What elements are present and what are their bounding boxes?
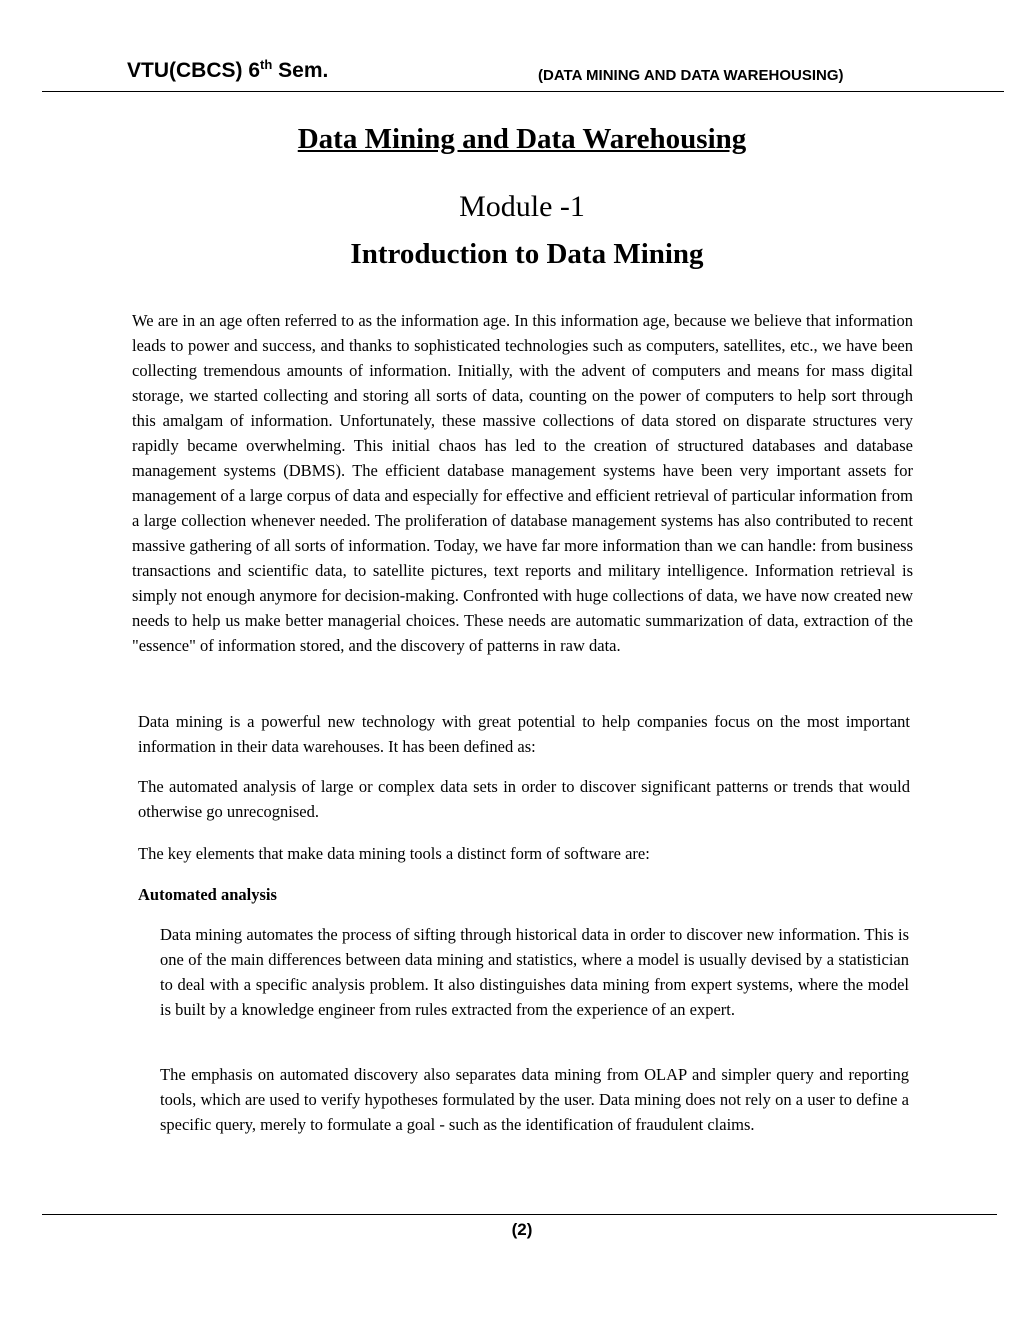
header-course-text: VTU(CBCS) 6 bbox=[127, 59, 261, 82]
paragraph-key-elements: The key elements that make data mining tools a distinct form of software are: bbox=[138, 844, 650, 863]
paragraph-emphasis: The emphasis on automated discovery also separates data mining from OLAP and simpler query and reporting tools, which are used to verify hypotheses formulated by the user. Data mining does not rely on a user to define a specific query, merely to formulate a goal - such as the identification of fraudulent claims. bbox=[160, 1065, 909, 1134]
header-divider bbox=[42, 91, 1004, 92]
paragraph-definition: The automated analysis of large or complex data sets in order to discover significant patterns or trends that would otherwise go unrecognised. bbox=[138, 777, 910, 821]
document-title: Data Mining and Data Warehousing bbox=[297, 123, 747, 155]
header-sem-text: Sem. bbox=[272, 59, 329, 82]
paragraph-automates-process: Data mining automates the process of sifting through historical data in order to discover new information. This is one of the main differences between data mining and statistics, where a model is usually devised by a statistician to deal with a specific analysis problem. It also distinguishes data mining from expert systems, where the model is built by a knowledge engineer from rules extracted from the experience of an expert. bbox=[160, 925, 909, 1019]
chapter-title: Introduction to Data Mining bbox=[350, 238, 704, 270]
paragraph-data-mining-intro: Data mining is a powerful new technology with great potential to help companies focus on the most important information in their data warehouses. It has been defined as: bbox=[138, 712, 910, 756]
header-subject: (DATA MINING AND DATA WAREHOUSING) bbox=[538, 67, 844, 84]
section-heading-automated-analysis: Automated analysis bbox=[138, 885, 277, 904]
header-course-superscript: th bbox=[260, 57, 273, 72]
paragraph-information-age: We are in an age often referred to as the information age. In this information age, because we believe that information leads to power and success, and thanks to sophisticated technologies such as computers, satellites, etc., we have been collecting tremendous amounts of information. Initially, with the advent of computers and means for mass digital storage, we started collecting and storing all sorts of data, counting on the power of computers to help sort through this amalgam of information. Unfortunately, these massive collections of data stored on disparate structures very rapidly became overwhelming. This initial chaos has led to the creation of structured databases and database management systems (DBMS). The efficient database management systems have been very important assets for management of a large corpus of data and especially for effective and efficient retrieval of particular information from a large collection whenever needed. The proliferation of database management systems has also contributed to recent massive gathering of all sorts of information. Today, we have far more information than we can handle: from business transactions and scientific data, to satellite pictures, text reports and military intelligence. Information retrieval is simply not enough anymore for decision-making. Confronted with huge collections of data, we have now created new needs to help us make better managerial choices. These needs are automatic summarization of data, extraction of the "essence" of information stored, and the discovery of patterns in raw data. bbox=[132, 311, 913, 655]
footer-divider bbox=[42, 1214, 997, 1215]
header-course bbox=[127, 58, 328, 84]
page-number: (2) bbox=[511, 1220, 533, 1239]
module-heading: Module -1 bbox=[459, 190, 585, 223]
